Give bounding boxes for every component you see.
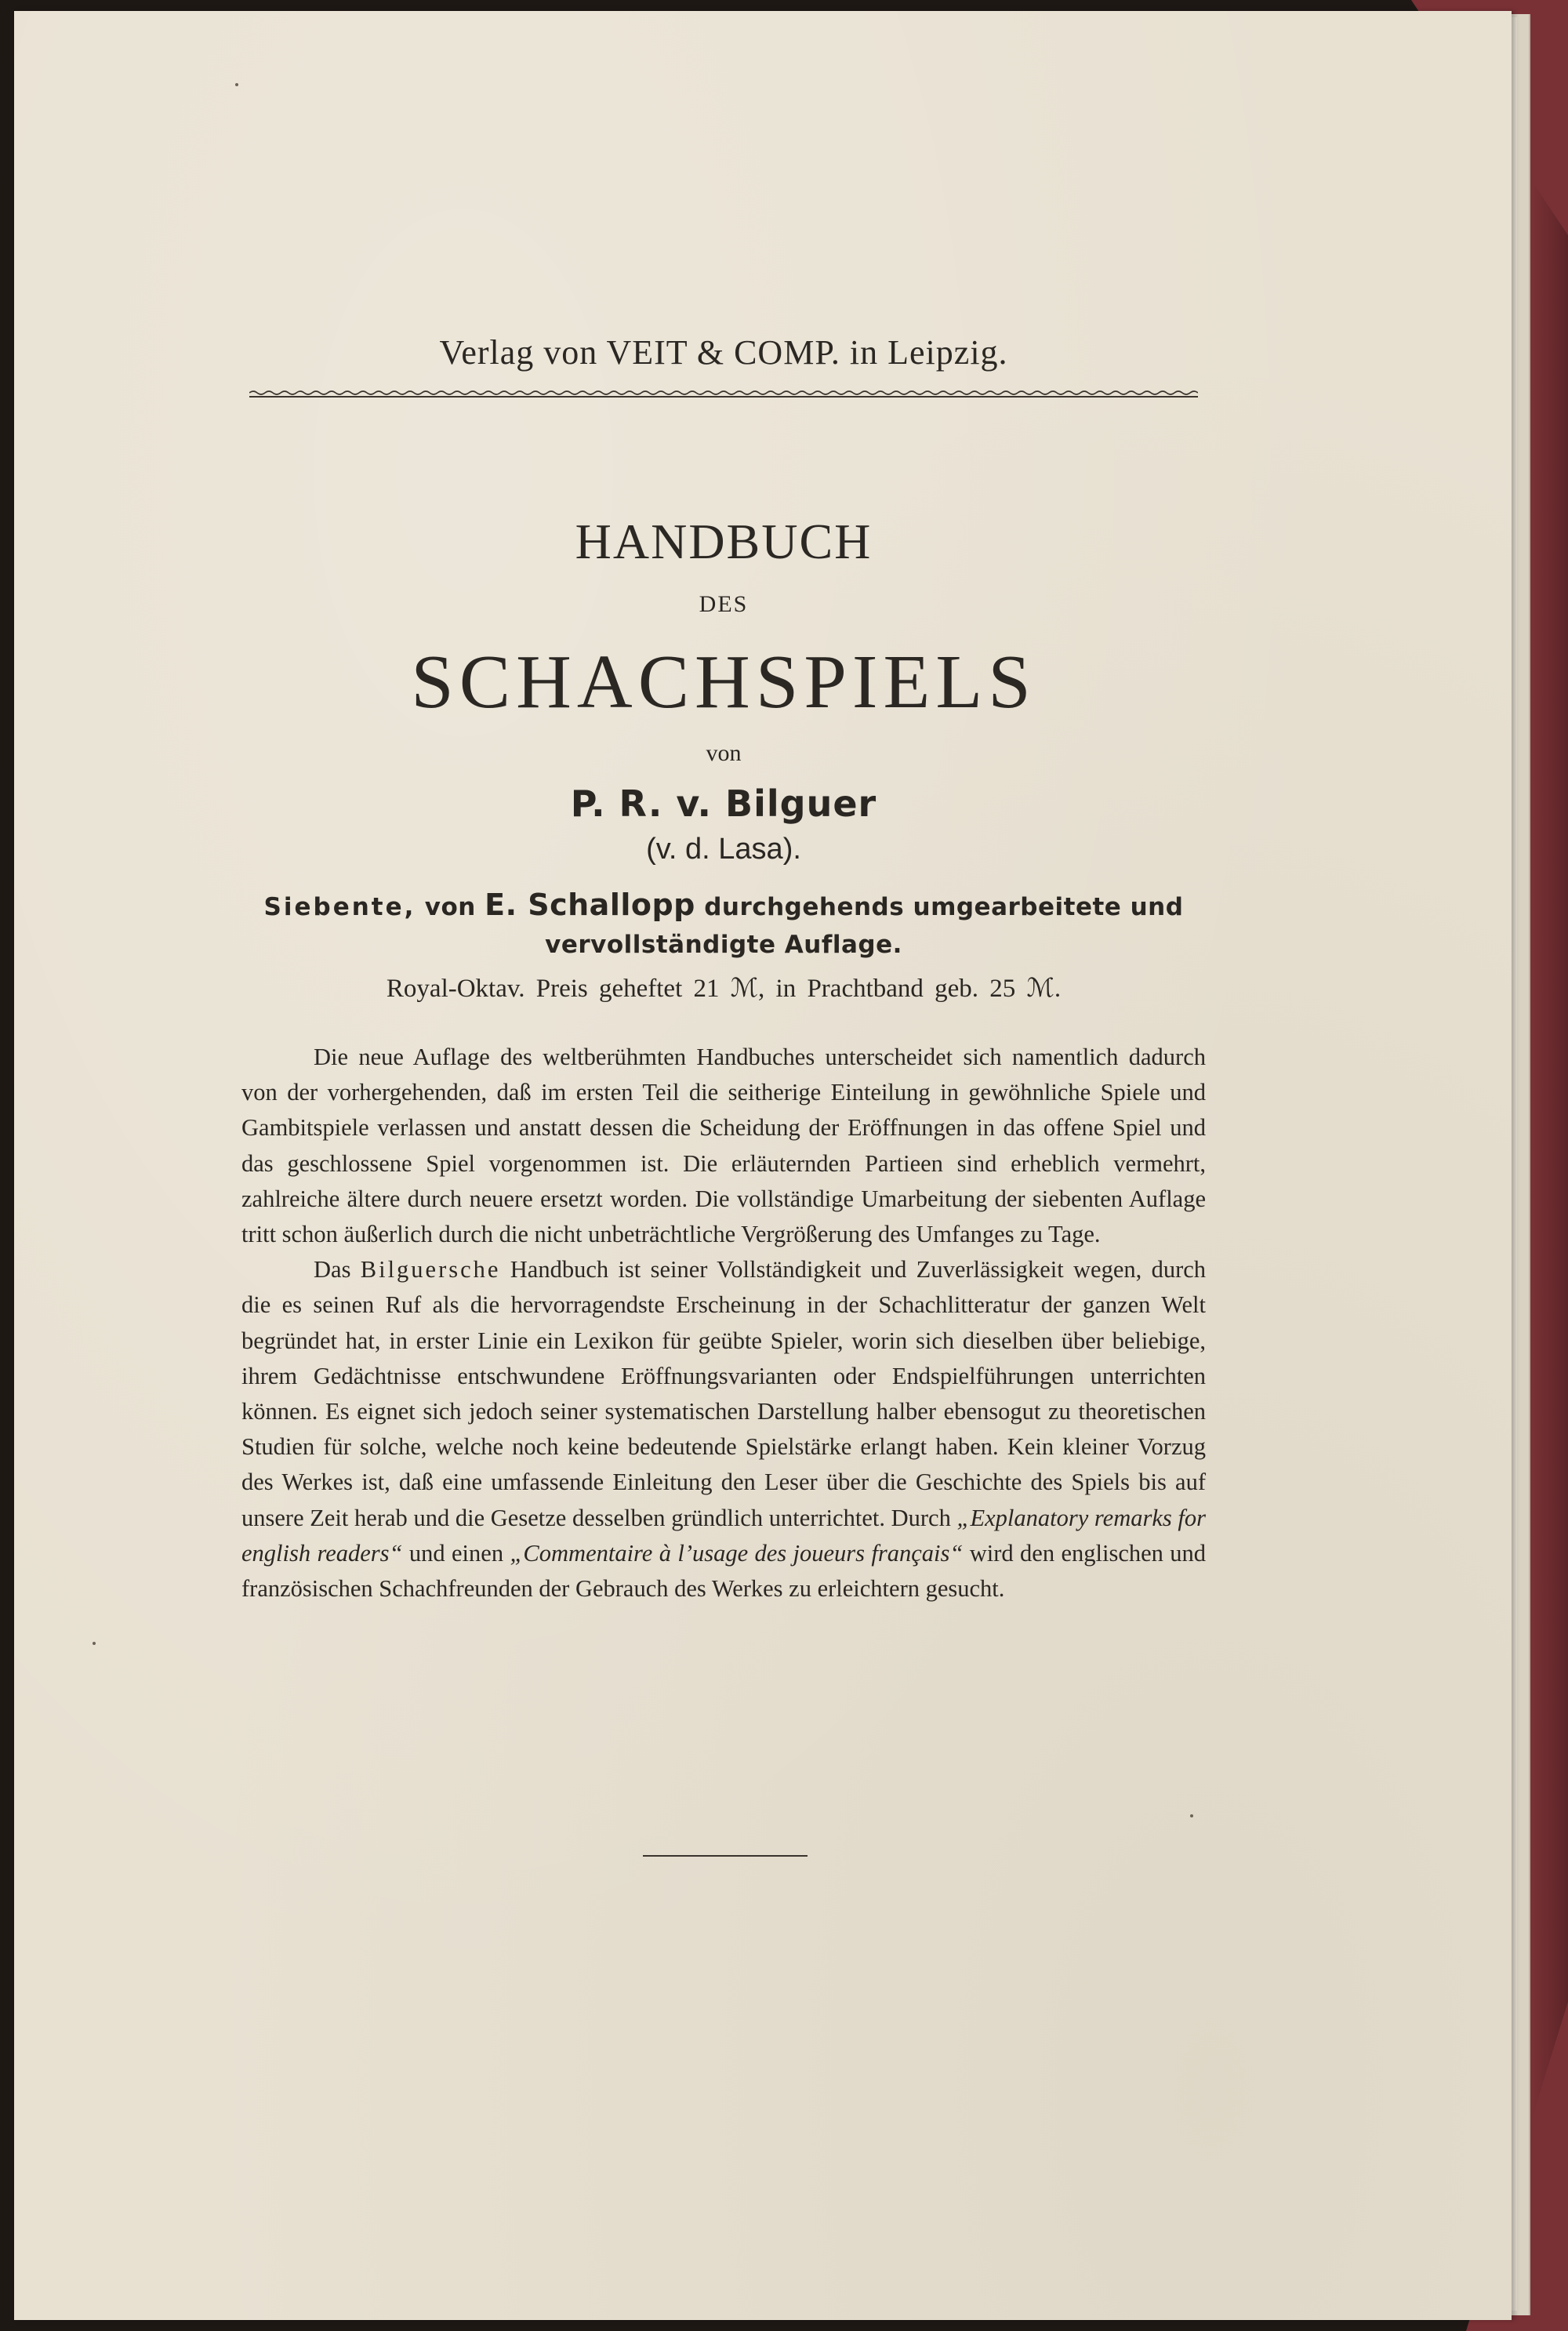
edition-von: von <box>424 893 476 921</box>
closing-rule <box>643 1855 808 1857</box>
p2-body: Handbuch ist seiner Vollständigkeit und Zuverlässigkeit wegen, durch die es seinen Ruf als die hervorragendste Erscheinung in der Schachlitteratur der ganzen Welt begründet hat, in erster Linie ein Lexikon für geübte Spieler, worin sich dieselben über beliebige, ihrem Gedächtnisse entschwundene Eröffnungsvarianten oder Endspielführungen unterrichten können. Es eignet sich jedoch seiner systematischen Darstellung halber ebensogut zu theoretischen Studien für solche, welche noch keine bedeutende Spielstärke erlangt haben. Kein kleiner Vorzug des Werkes ist, daß eine umfassende Einleitung den Leser über die Geschichte des Spiels bis auf unsere Zeit herab und die Gesetze desselben gründlich unterrichtet. Durch <box>241 1256 1207 1531</box>
wavy-rule <box>249 389 1198 400</box>
edition-line2: vervollständigte Auflage. <box>545 931 902 959</box>
p2-und: und einen <box>408 1539 504 1567</box>
editor-name: E. Schallopp <box>485 888 695 922</box>
publisher-line: Verlag von VEIT & COMP. in Leipzig. <box>439 333 1008 372</box>
paper-speck <box>93 1642 96 1645</box>
edition-ordinal: Siebente, <box>263 893 416 921</box>
title-schachspiels: SCHACHSPIELS <box>411 640 1036 724</box>
price-line: Royal-Oktav. Preis geheftet 21 ℳ, in Prachtband geb. 25 ℳ. <box>386 975 1062 1003</box>
paragraph-1: Die neue Auflage des weltberühmten Handbuches unterscheidet sich namentlich dadurch von der vorhergehenden, daß im ersten Teil die seitherige Einteilung in gewöhnliche Spiele und Gambitspiele verlassen und anstatt dessen die Scheidung der Eröffnungen in das offene Spiel und das geschlossene Spiel vorgenommen ist. Die erläuternden Partieen sind erheblich vermehrt, zahlreiche ältere durch neuere ersetzt worden. Die vollständige Umarbeitung der siebenten Auflage tritt schon äußerlich durch die nicht unbeträchtliche Vergrößerung des Umfanges zu Tage. <box>241 1044 1206 1248</box>
title-handbuch: HANDBUCH <box>575 514 873 569</box>
edition-desc: durchgehends umgearbeitete und <box>704 893 1184 921</box>
p2-end: wird den englischen und französischen Schachfreunden der Gebrauch des Werkes zu erleichtern gesucht. <box>241 1539 1207 1603</box>
byline: von <box>706 740 742 766</box>
edition-statement <box>241 886 1206 964</box>
author-name: P. R. v. Bilguer <box>570 782 877 825</box>
description-text <box>241 1040 1206 1607</box>
author-alias: (v. d. Lasa). <box>646 833 801 866</box>
paper-speck <box>1190 1814 1193 1817</box>
paragraph-2 <box>241 1252 1206 1607</box>
p2-french-title: „Commentaire à l’usage des joueurs français“ <box>510 1539 964 1567</box>
book-page <box>14 11 1512 2320</box>
p2-english-title: „Explanatory remarks for english readers“ <box>241 1504 1206 1567</box>
p2-bilguersche: Bilguersche <box>360 1256 501 1284</box>
p2-start: Das <box>314 1256 351 1284</box>
title-des: DES <box>699 591 749 617</box>
paper-speck <box>235 83 238 86</box>
